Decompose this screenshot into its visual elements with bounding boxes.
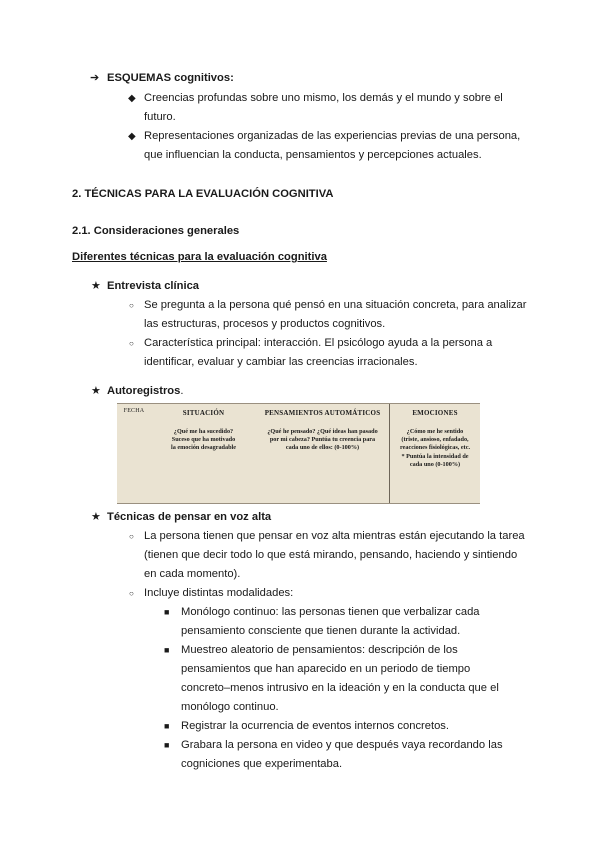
pensar-title: Técnicas de pensar en voz alta: [107, 511, 272, 523]
square-bullet-icon: ■: [164, 721, 170, 731]
esquemas-item-2-line-1: Representaciones organizadas de las experiencias previas de una persona,: [144, 130, 521, 142]
entrevista-item-2-line-2: identificar, evaluar y cambiar las creencias irracionales.: [144, 356, 418, 368]
esquemas-item-1-line-1: Creencias profundas sobre uno mismo, los demás y el mundo y sobre el: [144, 92, 503, 104]
autoregistros-title: Autoregistros: [107, 385, 181, 397]
pensamientos-header: PENSAMIENTOS AUTOMÁTICOS: [264, 409, 381, 417]
emociones-header: EMOCIONES: [412, 409, 458, 417]
pensamientos-body: ¿Qué he pensado? ¿Qué ideas han pasado por mi cabeza? Puntúa tu creencia para cada uno de ellos: (0-100%): [267, 428, 378, 452]
pensar-item-1-line-3: en cada momento).: [144, 568, 241, 580]
modalidad-2-line-4: monólogo continuo.: [181, 701, 279, 713]
situacion-header: SITUACIÓN: [182, 409, 225, 417]
section-title: 2. TÉCNICAS PARA LA EVALUACIÓN COGNITIVA: [72, 188, 334, 200]
autoregistro-table-image: [117, 403, 480, 504]
entrevista-item-2-line-1: Característica principal: interacción. El psicólogo ayuda a la persona a: [144, 337, 493, 349]
modalidad-2-line-3: concreto–menos intrusivo en la ideación y en la conducta que el: [181, 682, 499, 694]
modalidad-1-line-2: pensamiento consciente que tienen durante la actividad.: [181, 625, 461, 637]
pensar-item-1-line-2: (tienen que decir todo lo que está mirando, pensando, haciendo y sintiendo: [144, 549, 518, 561]
fecha-header: FECHA: [123, 408, 145, 414]
circle-bullet-icon: ○: [129, 532, 134, 541]
square-bullet-icon: ■: [164, 740, 170, 750]
modalidad-4-line-1: Grabara la persona en video y que después vaya recordando las: [181, 739, 503, 751]
pensar-item-1-line-1: La persona tienen que pensar en voz alta mientras están ejecutando la tarea: [144, 530, 525, 542]
diamond-bullet-icon: ◆: [128, 93, 136, 104]
circle-bullet-icon: ○: [129, 339, 134, 348]
square-bullet-icon: ■: [164, 607, 170, 617]
pensar-item-2-line-1: Incluye distintas modalidades:: [144, 587, 294, 599]
star-bullet-icon: ★: [91, 280, 101, 292]
autoregistros-title-line: [107, 382, 183, 401]
entrevista-item-1-line-2: las estructuras, procesos y productos cognitivos.: [144, 318, 386, 330]
modalidad-2-line-2: pensamientos que han aparecido en un periodo de tiempo: [181, 663, 471, 675]
modalidad-3-line-1: Registrar la ocurrencia de eventos internos concretos.: [181, 720, 450, 732]
circle-bullet-icon: ○: [129, 301, 134, 310]
fecha-column: [117, 404, 151, 503]
star-bullet-icon: ★: [91, 385, 101, 397]
square-bullet-icon: ■: [164, 645, 170, 655]
autoregistros-punct: .: [180, 385, 184, 397]
modalidad-4-line-2: cogniciones que experimentaba.: [181, 758, 343, 770]
techniques-heading: Diferentes técnicas para la evaluación cognitiva: [72, 251, 327, 263]
entrevista-item-1-line-1: Se pregunta a la persona qué pensó en una situación concreta, para analizar: [144, 299, 527, 311]
emociones-column: [390, 404, 480, 503]
esquemas-item-2-line-2: que influencian la conducta, pensamientos y percepciones actuales.: [144, 149, 482, 161]
arrow-bullet-icon: ➔: [90, 72, 100, 84]
pensamientos-column: [256, 404, 389, 503]
modalidad-1-line-1: Monólogo continuo: las personas tienen que verbalizar cada: [181, 606, 480, 618]
situacion-column: [151, 404, 256, 503]
entrevista-title: Entrevista clínica: [107, 280, 200, 292]
star-bullet-icon: ★: [91, 511, 101, 523]
circle-bullet-icon: ○: [129, 589, 134, 598]
emociones-body: ¿Cómo me he sentido (triste, ansioso, enfadado, reacciones fisiológicas, etc. * Puntúa la intensidad de cada uno (0-100%): [400, 428, 470, 468]
situacion-body: ¿Qué me ha sucedido? Suceso que ha motivado la emoción desagradable: [171, 428, 236, 452]
modalidad-2-line-1: Muestreo aleatorio de pensamientos: descripción de los: [181, 644, 458, 656]
esquemas-heading: ESQUEMAS cognitivos:: [107, 72, 234, 84]
esquemas-item-1-line-2: futuro.: [144, 111, 176, 123]
diamond-bullet-icon: ◆: [128, 131, 136, 142]
subsection-title: 2.1. Consideraciones generales: [72, 225, 240, 237]
